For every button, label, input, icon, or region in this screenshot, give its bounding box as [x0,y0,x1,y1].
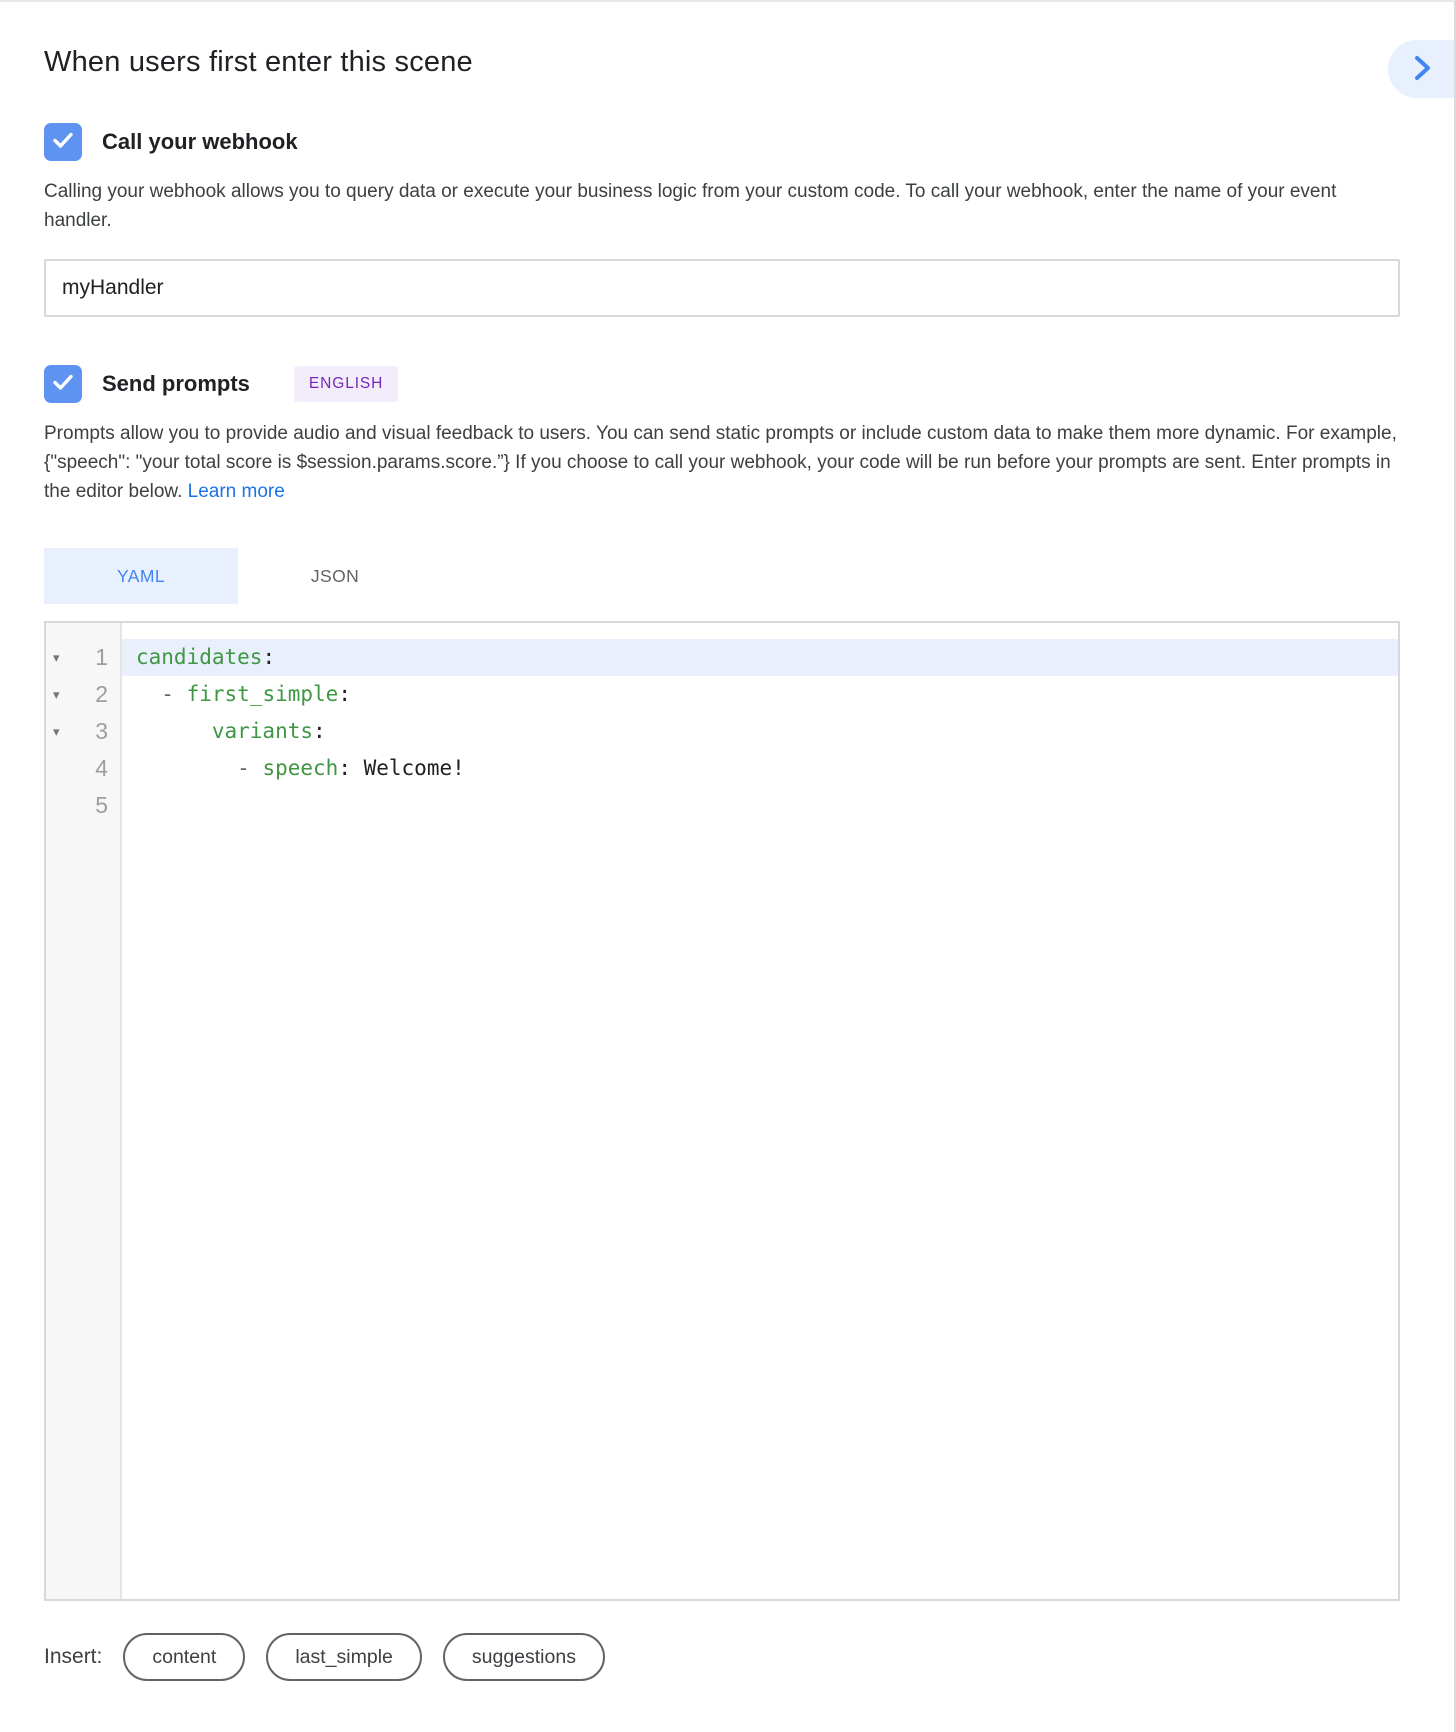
send-prompts-row [44,365,1400,403]
line-number: 2 [95,681,108,707]
line-number: 4 [95,755,108,781]
send-prompts-checkbox[interactable] [44,365,82,403]
insert-label: Insert: [44,1645,103,1668]
webhook-description: Calling your webhook allows you to query data or execute your business logic from your custom code. To call your webhook, enter the name of your event handler. [44,181,1337,231]
call-webhook-row [44,123,1400,161]
line-number: 1 [95,644,108,670]
editor-code-area[interactable] [122,623,1398,1599]
insert-chip-last_simple[interactable]: last_simple [266,1633,422,1681]
tab-yaml[interactable]: YAML [44,548,238,604]
event-handler-input[interactable] [44,259,1400,317]
code-editor [44,621,1400,1601]
tab-json[interactable]: JSON [310,565,360,586]
call-webhook-checkbox[interactable] [44,123,82,161]
check-icon [51,128,75,157]
language-badge[interactable]: ENGLISH [294,366,398,402]
code-line-2[interactable]: - first_simple: [161,682,351,706]
line-number: 5 [95,792,108,818]
insert-chip-suggestions[interactable]: suggestions [443,1633,605,1681]
fold-arrow-icon[interactable]: ▾ [53,687,60,702]
prompts-description-text: Prompts allow you to provide audio and visual feedback to users. You can send static prompts or include custom data to make them more dynamic. For example, {"speech": "your total score is $session.params.score.”} If you choose to call your webhook, your code will be run before your prompts are sent. Enter prompts in the editor below. [44,423,1397,502]
fold-arrow-icon[interactable]: ▾ [53,650,60,665]
code-line-1[interactable]: candidates: [122,639,1398,676]
code-line-3[interactable]: variants: [211,719,326,743]
learn-more-link[interactable]: Learn more [187,481,285,502]
code-line-4[interactable]: - speech: Welcome! [237,756,465,780]
insert-chips [123,1633,605,1681]
prompts-description [44,419,1400,506]
code-line-5[interactable] [122,787,1398,824]
editor-gutter [46,623,122,1599]
chevron-right-icon [1411,54,1433,85]
insert-row [44,1633,1400,1681]
send-prompts-label: Send prompts [102,371,250,396]
call-webhook-label: Call your webhook [102,129,298,154]
page-title: When users first enter this scene [44,46,473,78]
line-number: 3 [95,718,108,744]
collapse-panel-button[interactable] [1388,40,1454,98]
editor-tabs [44,548,1400,604]
fold-arrow-icon[interactable]: ▾ [53,724,60,739]
check-icon [51,370,75,399]
insert-chip-content[interactable]: content [123,1633,245,1681]
